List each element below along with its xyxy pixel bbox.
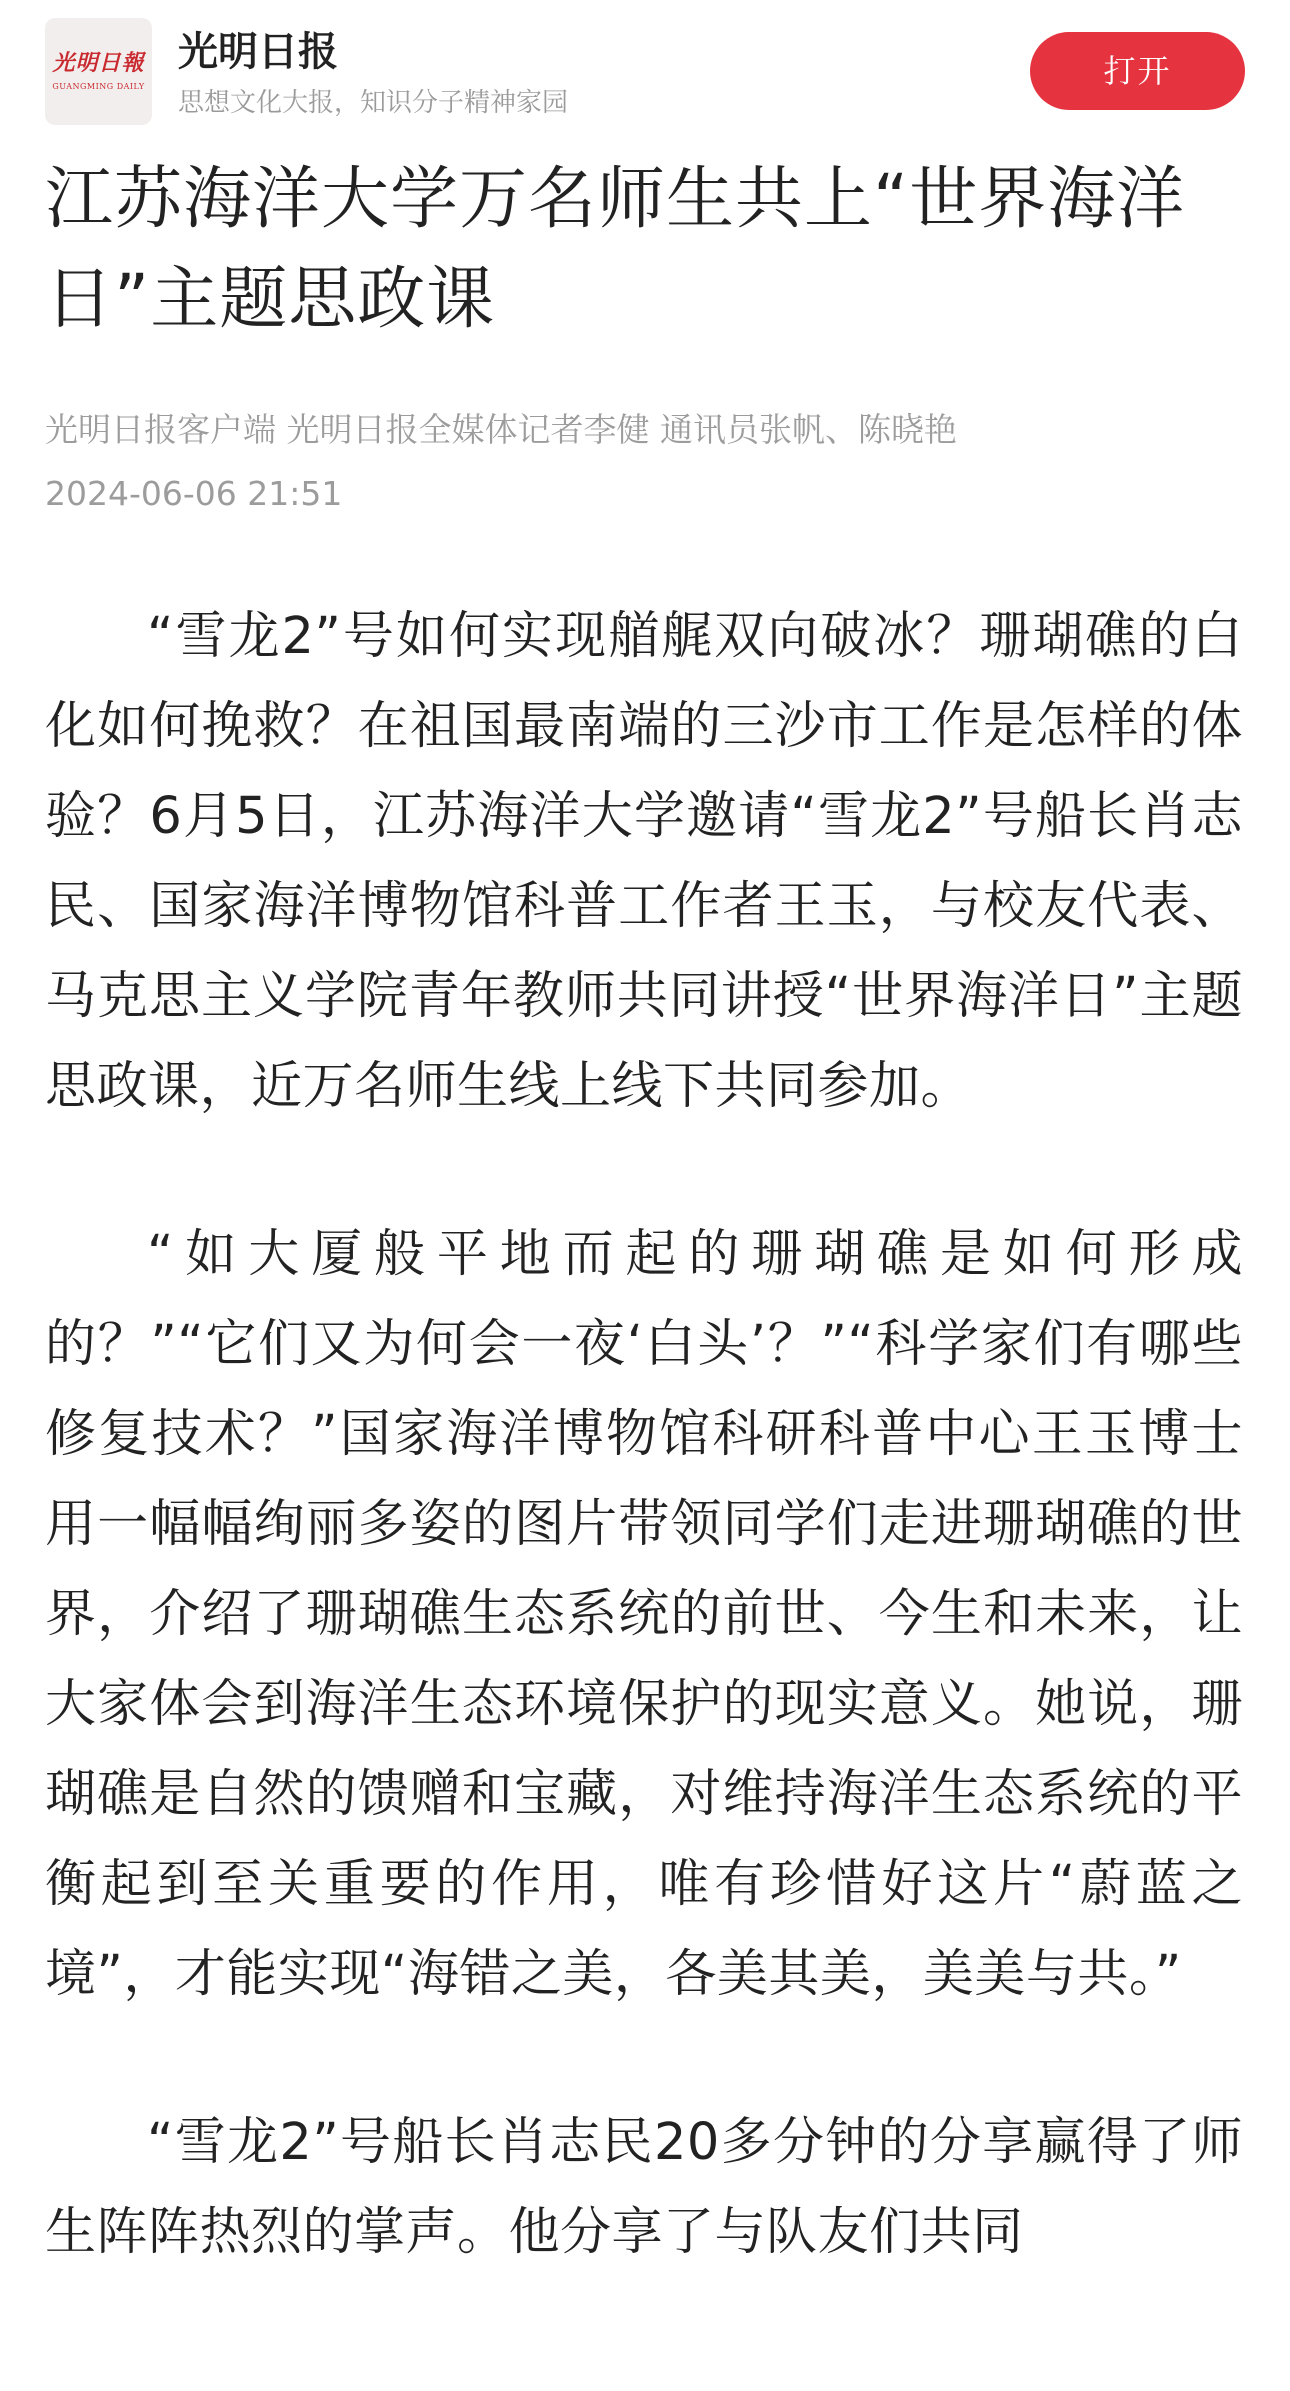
app-header <box>0 0 1290 150</box>
article-byline: 光明日报客户端 光明日报全媒体记者李健 通讯员张帆、陈晓艳 <box>45 410 957 449</box>
article-timestamp: 2024-06-06 21:51 <box>45 474 343 513</box>
logo-text: 光明日報 <box>52 50 145 76</box>
app-slogan: 思想文化大报，知识分子精神家园 <box>178 88 569 118</box>
article-paragraph: “雪龙2”号船长肖志民20多分钟的分享赢得了师生阵阵热烈的掌声。他分享了与队友们共同 <box>45 2113 1243 2262</box>
article-paragraph: “雪龙2”号如何实现艏艉双向破冰？珊瑚礁的白化如何挽救？在祖国最南端的三沙市工作是怎样的体验？6月5日，江苏海洋大学邀请“雪龙2”号船长肖志民、国家海洋博物馆科普工作者王玉，与校友代表、马克思主义学院青年教师共同讲授“世界海洋日”主题思政课，近万名师生线上线下共同参加。 <box>45 607 1243 1116</box>
app-name: 光明日报 <box>178 28 338 75</box>
logo-subtext: GUANGMING DAILY <box>52 82 145 91</box>
article-body <box>45 592 1243 2356</box>
article-paragraph: “如大厦般平地而起的珊瑚礁是如何形成的？”“它们又为何会一夜‘白头’？”“科学家们有哪些修复技术？”国家海洋博物馆科研科普中心王玉博士用一幅幅绚丽多姿的图片带领同学们走进珊瑚礁的世界，介绍了珊瑚礁生态系统的前世、今生和未来，让大家体会到海洋生态环境保护的现实意义。她说，珊瑚礁是自然的馈赠和宝藏，对维持海洋生态系统的平衡起到至关重要的作用，唯有珍惜好这片“蔚蓝之境”，才能实现“海错之美，各美其美，美美与共。” <box>45 1225 1243 2004</box>
app-logo[interactable] <box>45 18 152 125</box>
open-app-button[interactable]: 打开 <box>1030 32 1245 110</box>
article-title: 江苏海洋大学万名师生共上“世界海洋日”主题思政课 <box>45 160 1186 339</box>
